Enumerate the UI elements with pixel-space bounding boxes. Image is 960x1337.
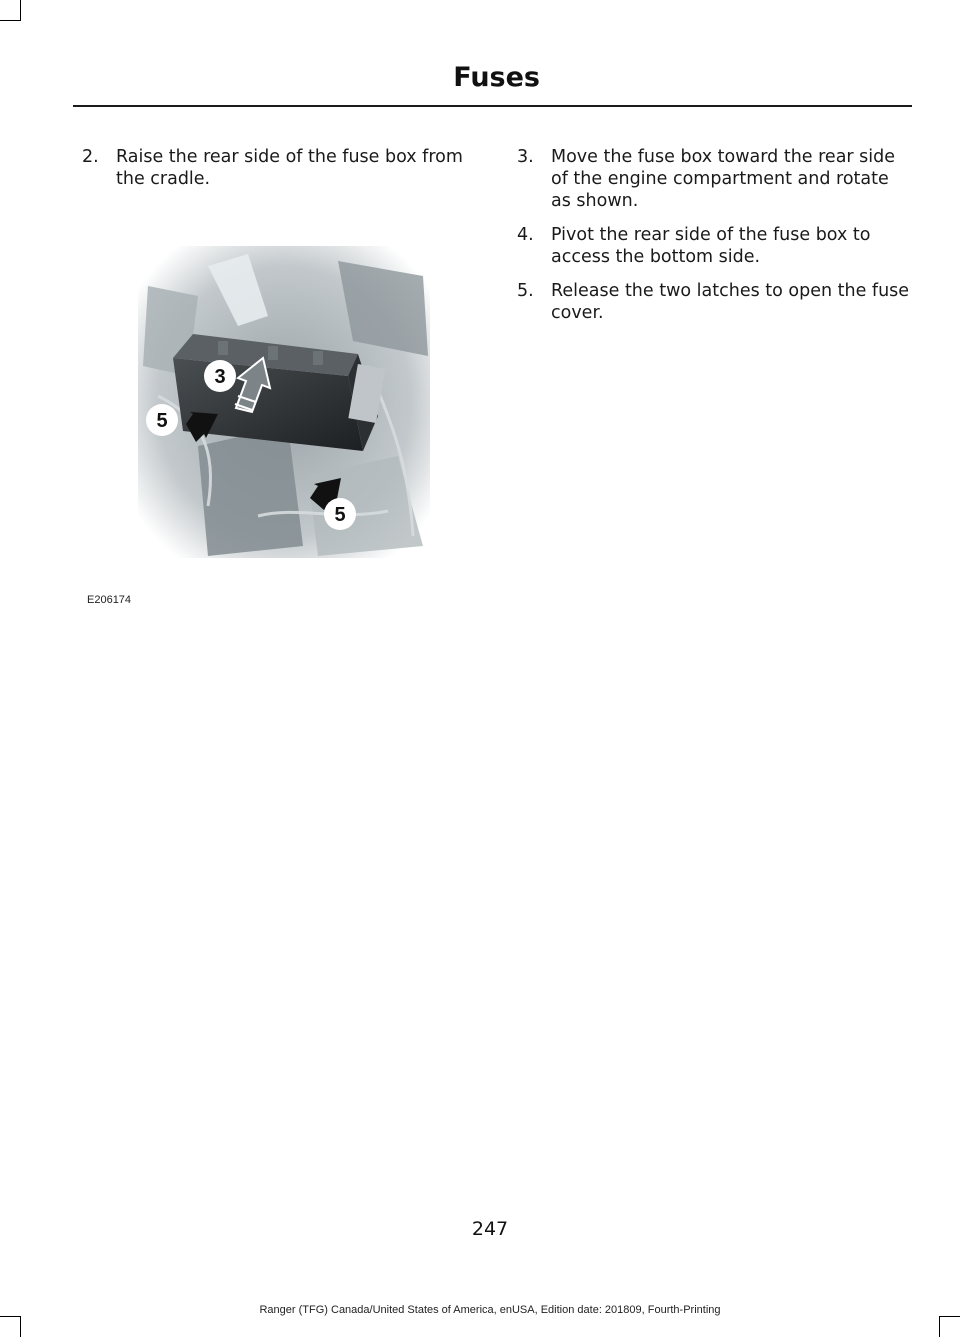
fuse-box-illustration <box>138 246 430 558</box>
step-number: 4. <box>517 225 534 245</box>
crop-mark <box>0 20 21 21</box>
svg-text:5: 5 <box>156 410 168 432</box>
svg-text:3: 3 <box>214 366 226 388</box>
step-item <box>511 224 911 268</box>
step-item <box>76 146 486 190</box>
left-column <box>76 146 486 202</box>
header-divider <box>73 105 912 107</box>
crop-mark <box>0 1316 21 1317</box>
page-number: 247 <box>471 1218 509 1240</box>
figure-code: E206174 <box>87 594 132 606</box>
crop-mark <box>20 0 21 20</box>
step-item <box>511 146 911 212</box>
page-title: Fuses <box>453 62 540 93</box>
footer-text: Ranger (TFG) Canada/United States of America, enUSA, Edition date: 201809, Fourth-Printing <box>259 1304 721 1316</box>
callout-3 <box>204 360 236 392</box>
callout-5 <box>324 498 356 530</box>
svg-text:5: 5 <box>334 504 346 526</box>
right-column <box>511 146 911 336</box>
step-text: Move the fuse box toward the rear side of the engine compartment and rotate as shown. <box>551 147 896 211</box>
step-text: Raise the rear side of the fuse box from the cradle. <box>116 147 463 189</box>
step-number: 3. <box>517 147 534 167</box>
callout-5 <box>146 404 178 436</box>
step-text: Pivot the rear side of the fuse box to access the bottom side. <box>551 225 871 267</box>
step-item <box>511 280 911 324</box>
crop-mark <box>939 1316 960 1317</box>
step-number: 2. <box>82 147 99 167</box>
step-text: Release the two latches to open the fuse cover. <box>551 281 910 323</box>
crop-mark <box>20 1316 21 1337</box>
step-number: 5. <box>517 281 534 301</box>
crop-mark <box>939 1316 940 1337</box>
